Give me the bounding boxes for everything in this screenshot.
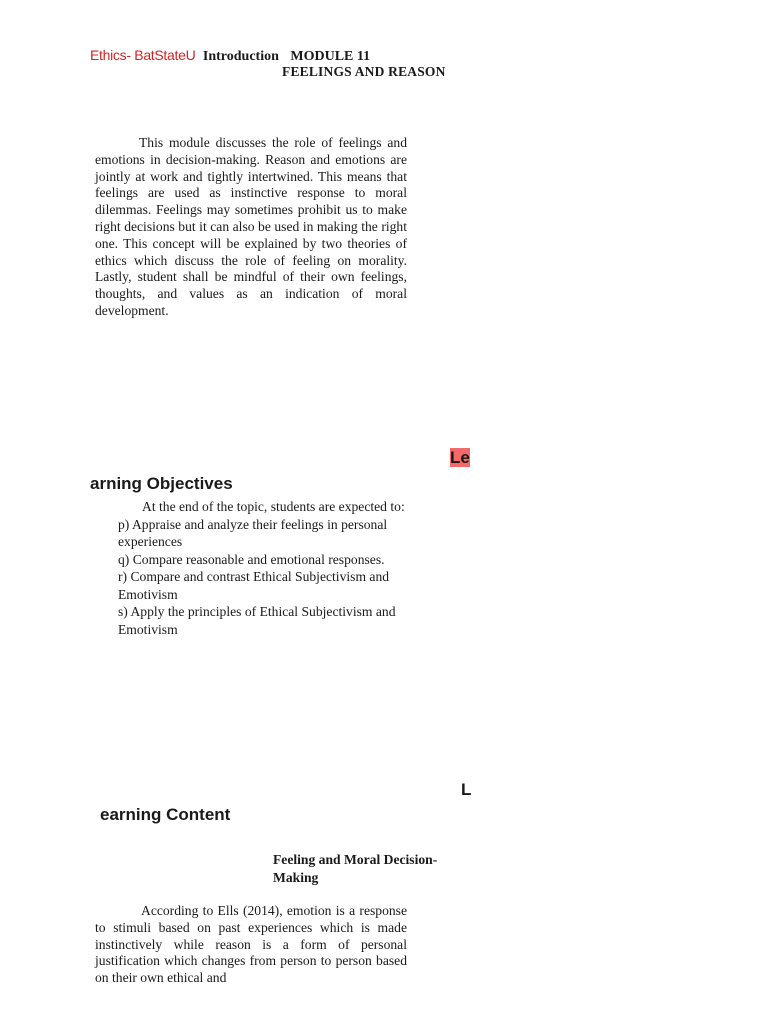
objectives-heading: arning Objectives [90,474,233,493]
content-subheading: Feeling and Moral Decision-Making [273,852,438,885]
content-heading-fragment: L [461,780,472,799]
list-item: s) Apply the principles of Ethical Subjectivism and Emotivism [118,604,396,637]
objectives-heading-fragment [450,448,470,468]
page-header [90,47,370,65]
list-item: p) Appraise and analyze their feelings in personal experiences [118,516,388,549]
list-item: q) Compare reasonable and emotional responses. [118,551,385,567]
highlighted-fragment: Le [450,448,470,467]
list-item: r) Compare and contrast Ethical Subjectivism and Emotivism [118,569,390,602]
objectives-list [95,516,435,639]
brand-label: Ethics- BatStateU [90,47,196,63]
intro-paragraph: This module discusses the role of feelings and emotions in decision-making. Reason and emotions are jointly at work and tightly intertwined. This means that feelings are used as instinctive response to moral dilemmas. Feelings may sometimes prohibit us to make right decisions but it can also be used in making the right one. This concept will be explained by two theories of ethics which discuss the role of feeling on morality. Lastly, student shall be mindful of their own feelings, thoughts, and values as an indication of moral development. [95,135,407,318]
content-heading: earning Content [100,805,231,824]
module-label: MODULE 11 [290,49,371,64]
section-label: Introduction [202,49,279,64]
content-paragraph: According to Ells (2014), emotion is a response to stimuli based on past experiences which is made instinctively while reason is a form of personal justification which changes from person to person based on their own ethical and [95,903,407,986]
objectives-lead: At the end of the topic, students are expected to: [142,499,405,514]
module-title: FEELINGS AND REASON [282,64,446,79]
objectives-block [95,498,435,638]
